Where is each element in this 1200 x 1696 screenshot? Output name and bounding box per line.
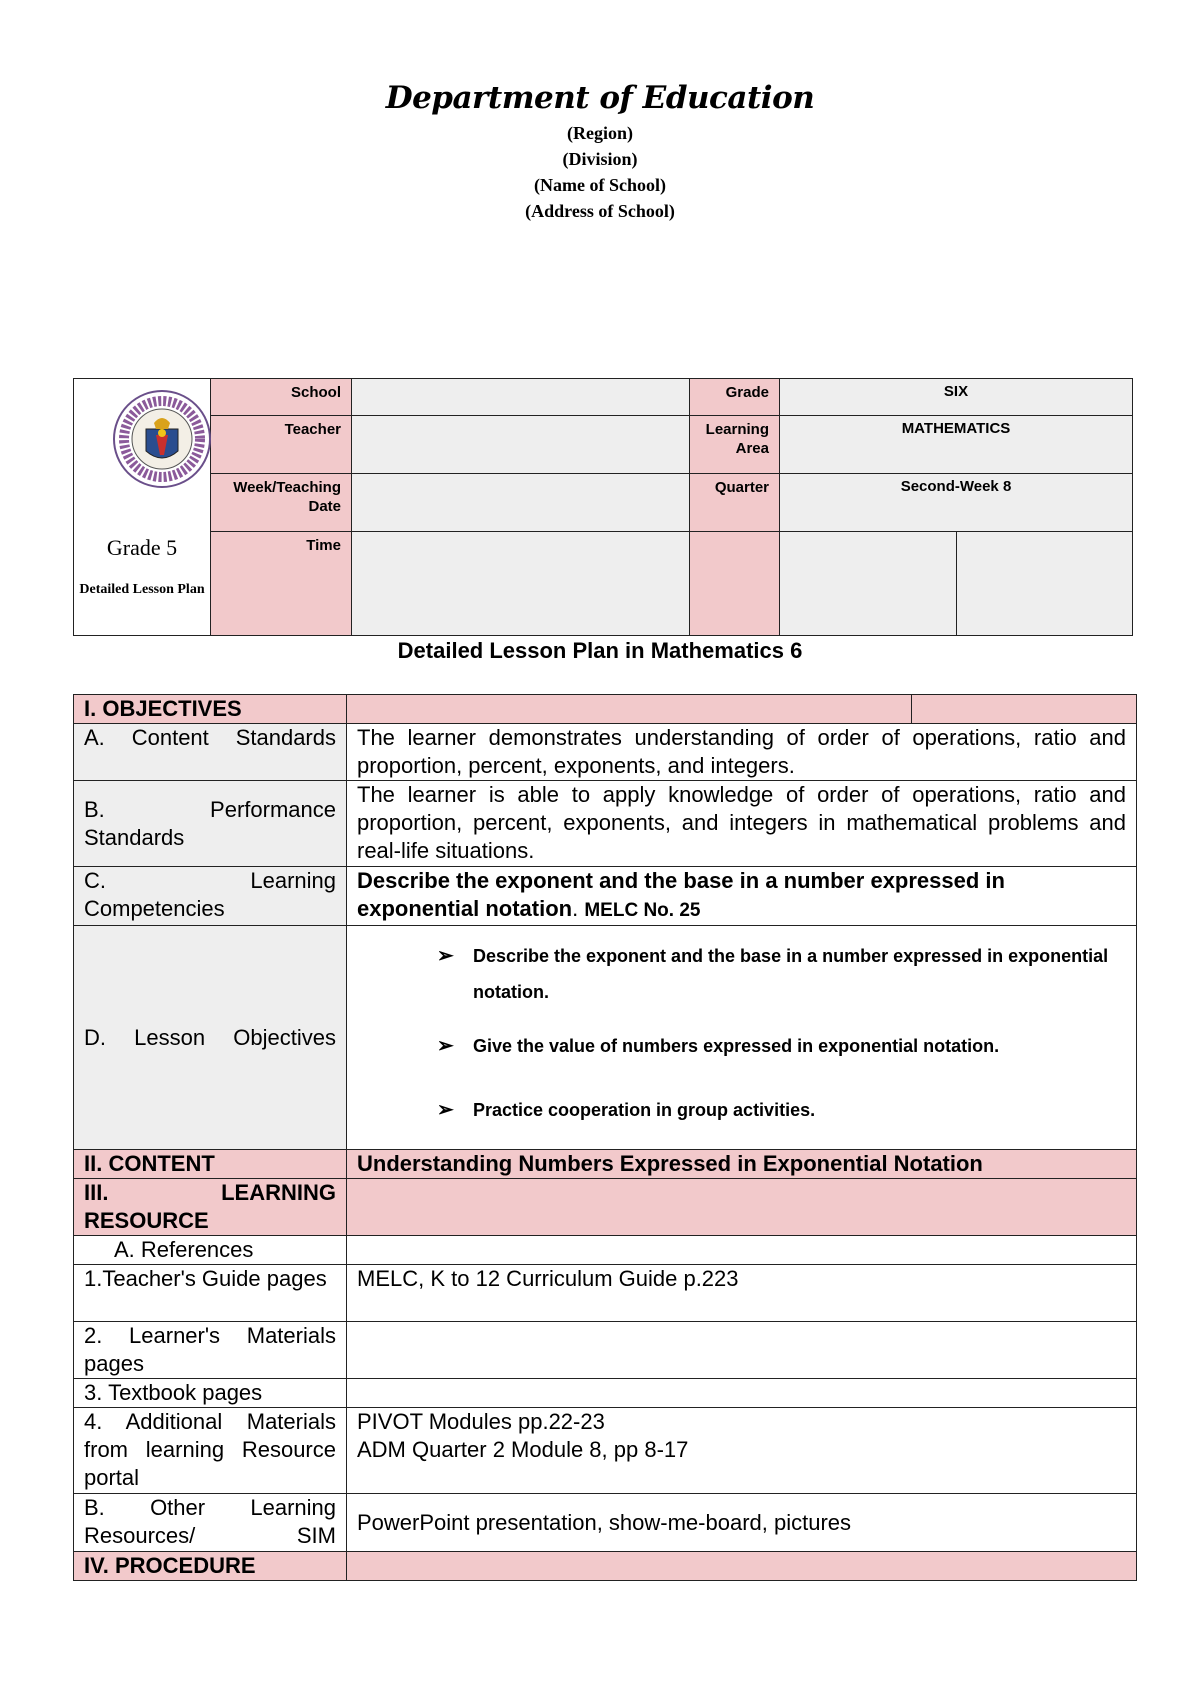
competency-code: MELC No. 25 xyxy=(584,900,701,921)
procedure-heading: IV. PROCEDURE xyxy=(74,1552,347,1581)
school-label: School xyxy=(211,379,352,416)
grade-level-caption: Grade 5 xyxy=(106,535,178,560)
school-address-line: (Address of School) xyxy=(525,201,675,221)
arrow-bullet-icon: ➢ xyxy=(437,1035,454,1057)
week-value[interactable] xyxy=(352,474,690,532)
grade-value[interactable]: SIX xyxy=(780,379,1133,416)
content-heading: II. CONTENT xyxy=(74,1150,347,1179)
teachers-guide-label: 1.Teacher's Guide pages xyxy=(74,1265,347,1322)
time-spare-2 xyxy=(957,532,1133,636)
region-line: (Region) xyxy=(567,123,633,143)
teacher-value[interactable] xyxy=(352,416,690,474)
learners-materials-value xyxy=(347,1322,1137,1379)
teachers-guide-value: MELC, K to 12 Curriculum Guide p.223 xyxy=(347,1265,1137,1322)
grade-label: Grade xyxy=(690,379,780,416)
textbook-label: 3. Textbook pages xyxy=(74,1379,347,1408)
references-blank xyxy=(347,1236,1137,1265)
quarter-label: Quarter xyxy=(690,474,780,532)
resources-heading: III. LEARNING RESOURCE xyxy=(74,1179,347,1236)
school-value[interactable] xyxy=(352,379,690,416)
objectives-heading: I. OBJECTIVES xyxy=(74,695,347,724)
procedure-blank xyxy=(347,1552,1137,1581)
document-header xyxy=(0,80,1200,224)
other-resources-label: B. Other Learning Resources/ SIM xyxy=(74,1494,347,1552)
competencies-label: C. Learning Competencies xyxy=(74,867,347,926)
list-item: ➢ Practice cooperation in group activities. xyxy=(437,1092,1126,1128)
lesson-objectives-list xyxy=(437,938,1126,1128)
info-table xyxy=(73,378,1133,636)
other-resources-value: PowerPoint presentation, show-me-board, pictures xyxy=(347,1494,1137,1552)
time-label: Time xyxy=(211,532,352,636)
content-standards-text: The learner demonstrates understanding of order of operations, ratio and proportion, percent, exponents, and integers. xyxy=(347,724,1137,781)
arrow-bullet-icon: ➢ xyxy=(437,1099,454,1121)
quarter-value[interactable]: Second-Week 8 xyxy=(780,474,1133,532)
competency-text: Describe the exponent and the base in a number expressed in exponential notation xyxy=(357,868,1005,921)
week-label: Week/Teaching Date xyxy=(211,474,352,532)
lesson-objectives-label: D. Lesson Objectives xyxy=(74,926,347,1150)
content-value: Understanding Numbers Expressed in Exponential Notation xyxy=(347,1150,1137,1179)
additional-materials-label: 4. Additional Materials from learning Resource portal xyxy=(74,1408,347,1494)
department-name: Department of Education xyxy=(385,80,815,116)
textbook-value xyxy=(347,1379,1137,1408)
references-label: A. References xyxy=(74,1236,347,1265)
list-item: ➢ Describe the exponent and the base in a number expressed in exponential notation. xyxy=(437,938,1126,1010)
list-item: ADM Quarter 2 Module 8, pp 8-17 xyxy=(357,1437,689,1462)
lesson-objectives-cell xyxy=(347,926,1137,1150)
list-item: ➢ Give the value of numbers expressed in exponential notation. xyxy=(437,1028,1126,1064)
learning-area-value[interactable]: MATHEMATICS xyxy=(780,416,1133,474)
time-spare-pink xyxy=(690,532,780,636)
content-standards-label: A. Content Standards xyxy=(74,724,347,781)
list-item: PIVOT Modules pp.22-23 xyxy=(357,1409,605,1434)
arrow-bullet-icon: ➢ xyxy=(437,945,454,967)
teacher-label: Teacher xyxy=(211,416,352,474)
learning-area-label: Learning Area xyxy=(690,416,780,474)
school-name-line: (Name of School) xyxy=(534,175,666,195)
deped-seal-icon xyxy=(112,389,212,489)
lesson-plan-table xyxy=(73,694,1137,1581)
performance-standards-label: B. Performance Standards xyxy=(74,781,347,867)
objectives-blank xyxy=(347,695,912,724)
resources-blank xyxy=(347,1179,1137,1236)
time-value[interactable] xyxy=(352,532,690,636)
learners-materials-label: 2. Learner's Materials pages xyxy=(74,1322,347,1379)
objectives-blank-2 xyxy=(912,695,1137,724)
additional-materials-cell xyxy=(347,1408,1137,1494)
plan-caption: Detailed Lesson Plan xyxy=(79,582,205,597)
performance-standards-text: The learner is able to apply knowledge of order of operations, ratio and proportion, percent, exponents, and integers in mathematical problems and real-life situations. xyxy=(347,781,1137,867)
time-spare-1 xyxy=(780,532,957,636)
division-line: (Division) xyxy=(562,149,638,169)
document-title: Detailed Lesson Plan in Mathematics 6 xyxy=(397,638,803,663)
logo-cell xyxy=(74,379,211,636)
competencies-cell: Describe the exponent and the base in a number expressed in exponential notation. MELC No. 25 xyxy=(347,867,1137,926)
